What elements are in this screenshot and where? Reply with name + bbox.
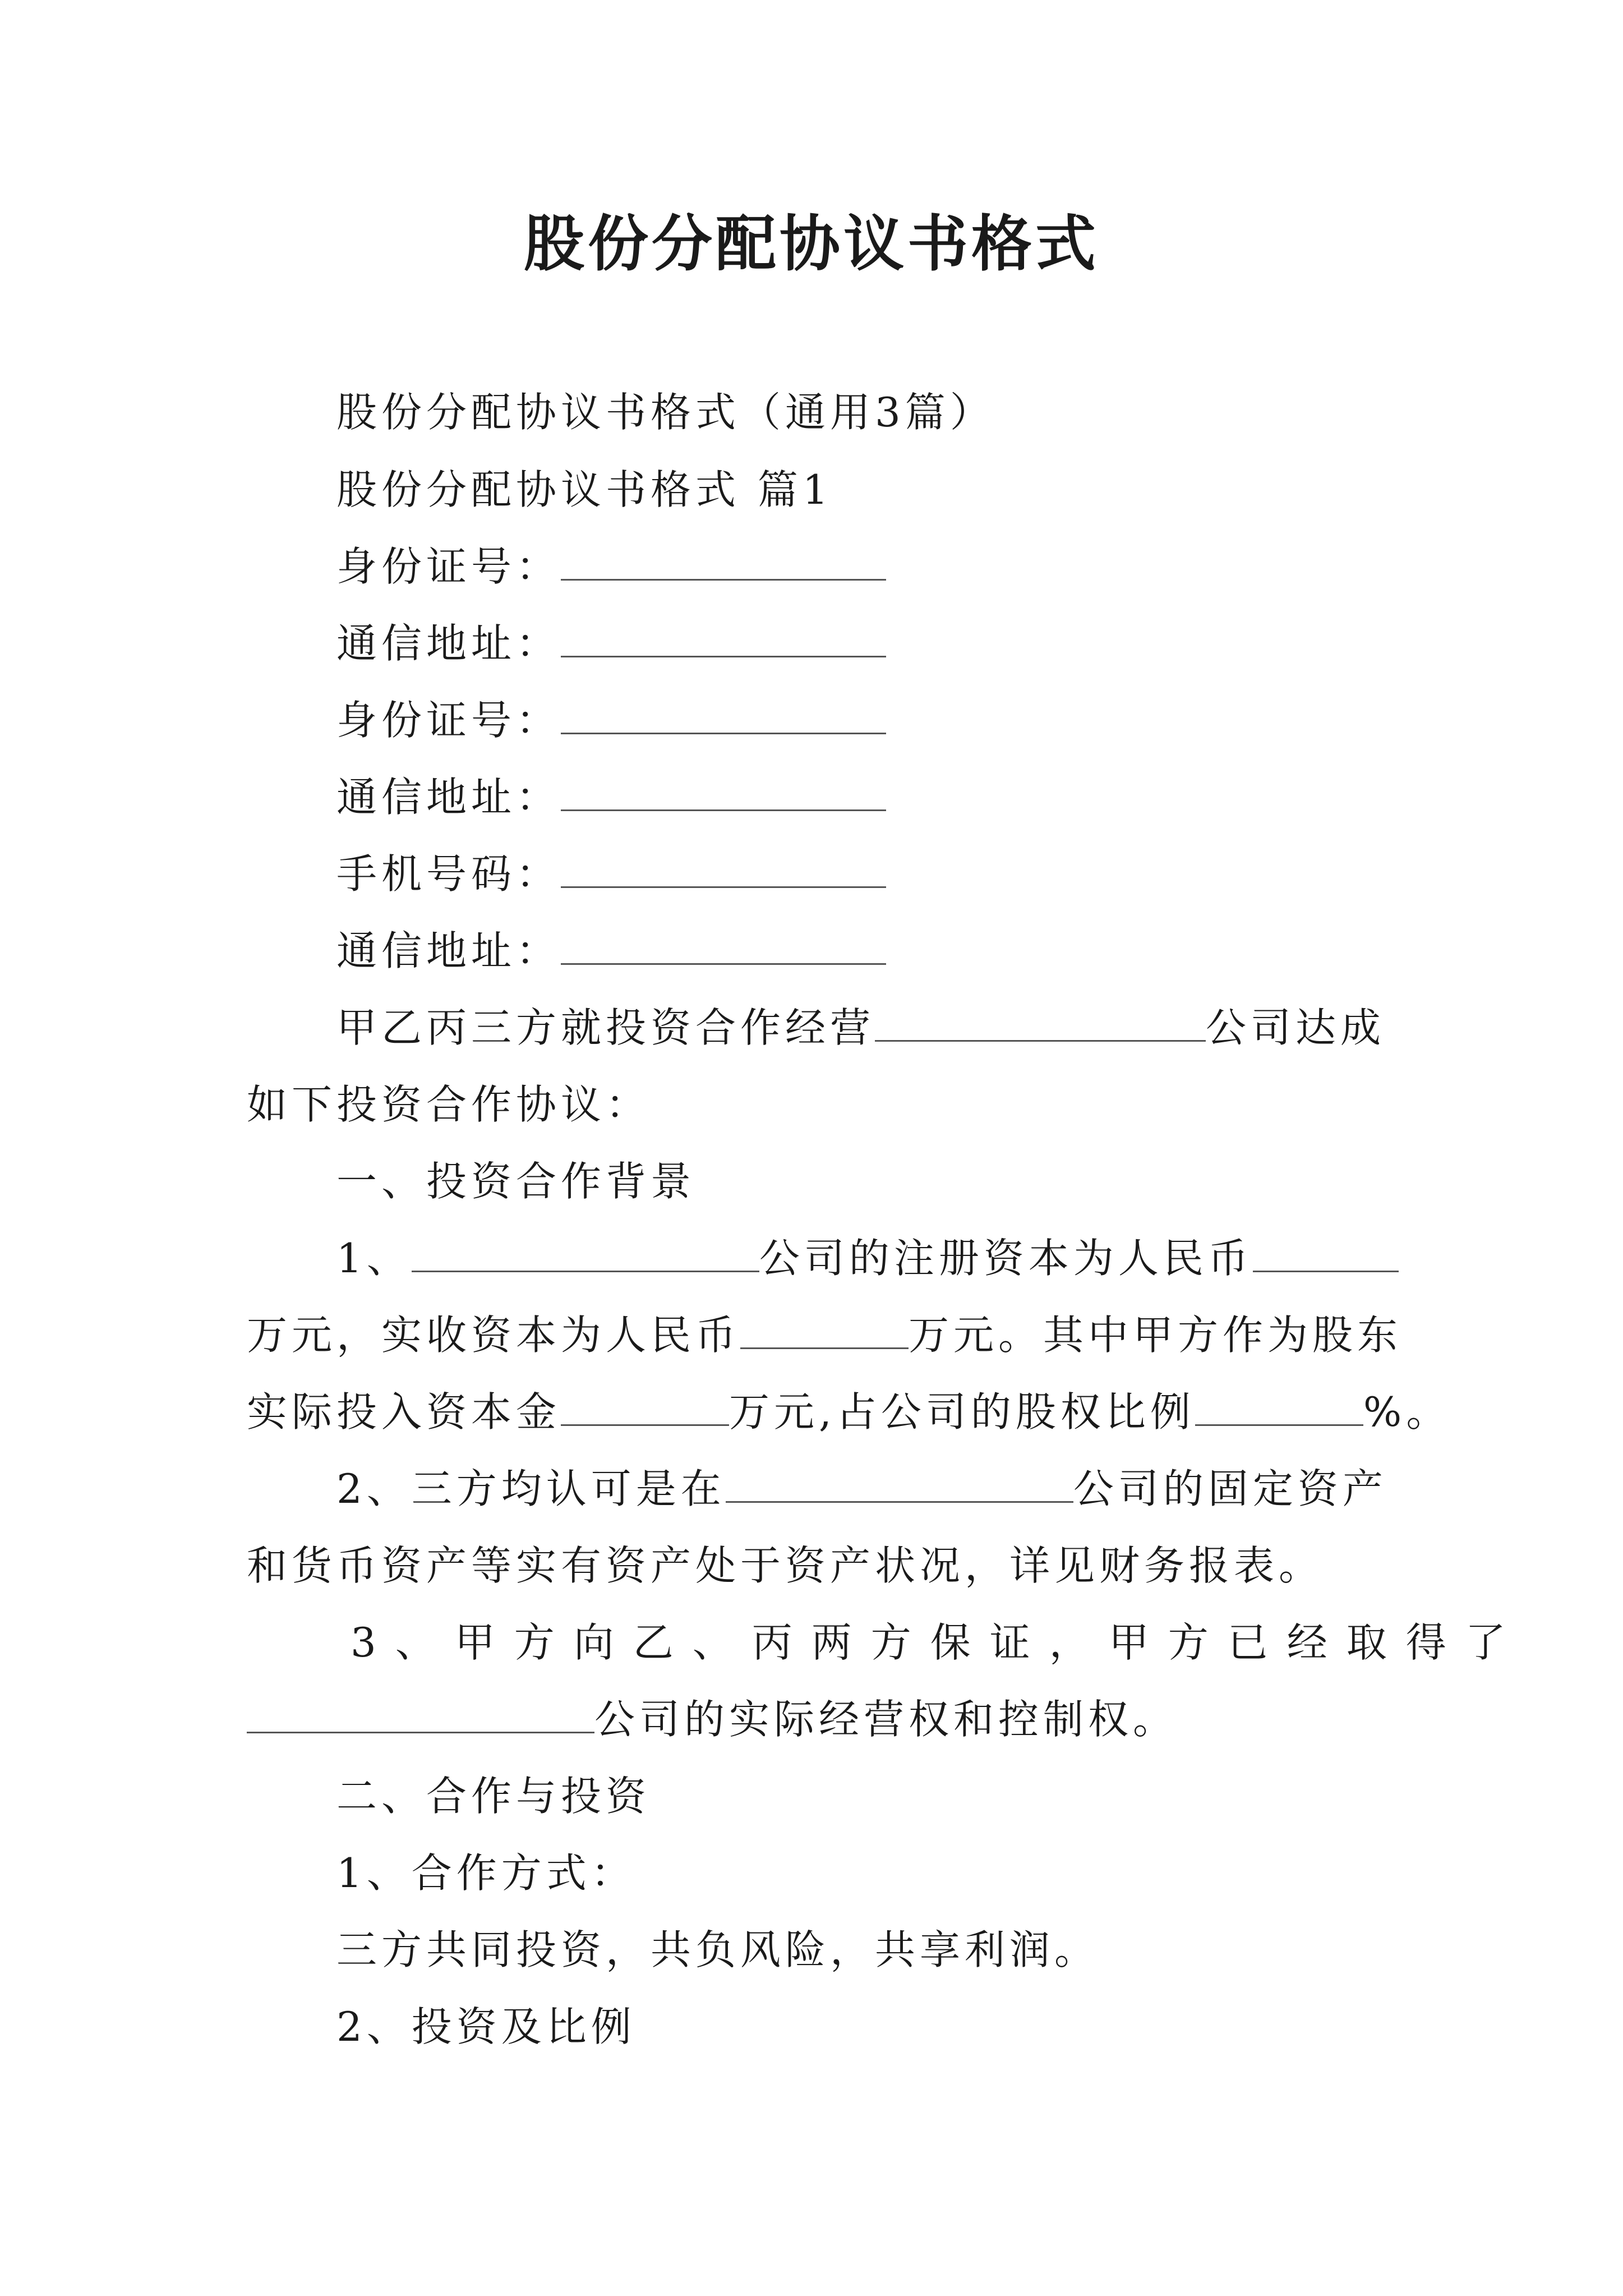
field-label: 通信地址： <box>336 927 561 974</box>
field-label: 通信地址： <box>336 620 561 667</box>
intro-line-2: 如下投资合作协议： <box>247 1081 651 1128</box>
field-label: 身份证号： <box>336 543 561 590</box>
item-text: 1、 <box>336 1235 412 1282</box>
blank-line <box>561 1383 729 1426</box>
blank-line <box>1253 1229 1399 1272</box>
item-text: %。 <box>1363 1388 1451 1435</box>
field-phone <box>336 843 886 905</box>
field-address-3 <box>336 920 886 982</box>
intro-text: 甲乙丙三方就投资合作经营 <box>336 1004 875 1051</box>
section1-item1-line3 <box>247 1381 1451 1443</box>
blank-line <box>561 845 886 888</box>
field-label: 通信地址： <box>336 774 561 821</box>
section2-item1-text: 三方共同投资，共负风险，共享利润。 <box>336 1926 1100 1973</box>
item-text: 公司的实际经营权和控制权。 <box>594 1696 1178 1743</box>
blank-line <box>740 1306 909 1349</box>
blank-line <box>412 1229 759 1272</box>
item-text: 万元，实收资本为人民币 <box>247 1312 741 1359</box>
field-address-1 <box>336 613 886 674</box>
blank-line <box>561 537 886 581</box>
section1-item3-line1: 3、甲方向乙、丙两方保证，甲方已经取得了 <box>351 1619 1525 1666</box>
blank-line <box>561 691 886 734</box>
section-heading: 股份分配协议书格式 篇1 <box>336 466 833 513</box>
field-id-number-1 <box>336 536 886 597</box>
item-text: 万元,占公司的股权比例 <box>729 1388 1195 1435</box>
item-text: 万元。其中甲方作为股东 <box>909 1312 1403 1359</box>
blank-line <box>875 999 1206 1042</box>
field-label: 手机号码： <box>336 850 561 898</box>
blank-line <box>561 768 886 811</box>
document-subtitle: 股份分配协议书格式（通用3篇） <box>336 389 995 436</box>
blank-line <box>1195 1383 1363 1426</box>
section1-item2-line1 <box>336 1458 1387 1520</box>
section1-item1-line2 <box>247 1304 1402 1366</box>
blank-line <box>561 614 886 657</box>
section2-heading: 二、合作与投资 <box>336 1773 651 1820</box>
item-text: 公司的固定资产 <box>1073 1465 1387 1512</box>
document-title: 股份分配协议书格式 <box>523 209 1099 279</box>
section1-heading: 一、投资合作背景 <box>336 1158 696 1205</box>
blank-line <box>247 1690 594 1733</box>
blank-line <box>561 922 886 965</box>
field-label: 身份证号： <box>336 697 561 744</box>
section2-item1: 1、合作方式： <box>336 1849 636 1897</box>
field-id-number-2 <box>336 689 886 751</box>
section1-item2-line2: 和货币资产等实有资产处于资产状况，详见财务报表。 <box>247 1542 1324 1589</box>
section2-item2: 2、投资及比例 <box>336 2003 636 2050</box>
section1-item3-line2 <box>247 1688 1178 1750</box>
intro-text: 公司达成 <box>1206 1004 1386 1051</box>
intro-line-1 <box>336 997 1385 1059</box>
blank-line <box>726 1460 1073 1503</box>
item-text: 2、三方均认可是在 <box>336 1465 726 1512</box>
item-text: 实际投入资本金 <box>247 1388 561 1435</box>
field-address-2 <box>336 766 886 828</box>
section1-item1-line1 <box>336 1227 1399 1289</box>
item-text: 公司的注册资本为人民币 <box>759 1235 1253 1282</box>
